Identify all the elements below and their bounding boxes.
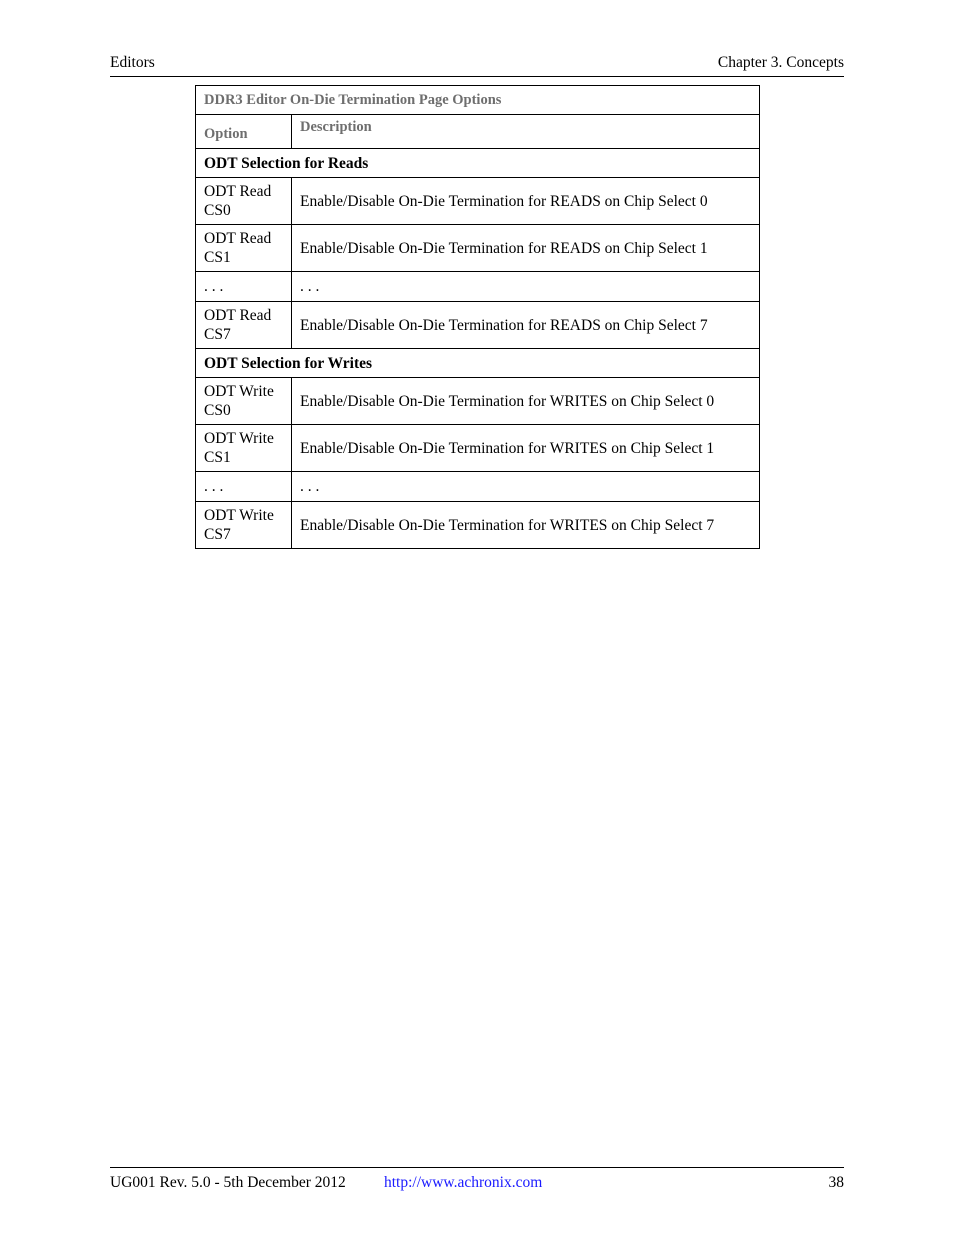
description-cell: Enable/Disable On-Die Termination for READS on Chip Select 7 [292, 302, 760, 349]
description-cell: Enable/Disable On-Die Termination for READS on Chip Select 1 [292, 225, 760, 272]
table-row [196, 302, 760, 349]
column-header-description: Description [292, 115, 760, 149]
description-cell: Enable/Disable On-Die Termination for WRITES on Chip Select 0 [292, 378, 760, 425]
table-row [196, 502, 760, 549]
option-cell [196, 378, 292, 425]
table-row [196, 178, 760, 225]
table-row-ellipsis [196, 472, 760, 502]
table-row [196, 425, 760, 472]
section-row-writes [196, 349, 760, 378]
header-chapter-title: Chapter 3. Concepts [717, 54, 844, 71]
description-cell: Enable/Disable On-Die Termination for READS on Chip Select 0 [292, 178, 760, 225]
description-cell: Enable/Disable On-Die Termination for WRITES on Chip Select 1 [292, 425, 760, 472]
option-line: CS7 [204, 326, 231, 343]
option-cell [196, 178, 292, 225]
option-line: ODT Write [204, 383, 274, 400]
table-caption-row [196, 86, 760, 115]
table-caption: DDR3 Editor On-Die Termination Page Options [196, 86, 760, 115]
column-header-option: Option [196, 115, 292, 149]
option-line: CS1 [204, 249, 231, 266]
option-line: ODT Read [204, 230, 272, 247]
option-line: ODT Read [204, 183, 272, 200]
option-line: CS1 [204, 449, 231, 466]
header-section-title: Editors [110, 54, 155, 71]
description-cell: . . . [292, 472, 760, 502]
option-cell: . . . [196, 272, 292, 302]
footer-website-link[interactable]: http://www.achronix.com [384, 1174, 543, 1191]
table-row [196, 378, 760, 425]
odt-options-table [195, 85, 760, 549]
option-cell [196, 302, 292, 349]
option-cell [196, 225, 292, 272]
table-row-ellipsis [196, 272, 760, 302]
option-line: CS7 [204, 526, 231, 543]
option-cell [196, 502, 292, 549]
section-title-reads: ODT Selection for Reads [196, 149, 760, 178]
description-cell: Enable/Disable On-Die Termination for WRITES on Chip Select 7 [292, 502, 760, 549]
option-cell [196, 425, 292, 472]
option-line: CS0 [204, 402, 231, 419]
description-cell: . . . [292, 272, 760, 302]
running-header [110, 54, 844, 77]
table-row [196, 225, 760, 272]
option-line: ODT Read [204, 307, 272, 324]
table-header-row [196, 115, 760, 149]
page-number: 38 [828, 1174, 844, 1191]
option-line: CS0 [204, 202, 231, 219]
option-cell: . . . [196, 472, 292, 502]
option-line: ODT Write [204, 430, 274, 447]
footer-document-id: UG001 Rev. 5.0 - 5th December 2012 [110, 1174, 346, 1191]
option-line: ODT Write [204, 507, 274, 524]
running-footer [110, 1167, 844, 1198]
section-title-writes: ODT Selection for Writes [196, 349, 760, 378]
section-row-reads [196, 149, 760, 178]
